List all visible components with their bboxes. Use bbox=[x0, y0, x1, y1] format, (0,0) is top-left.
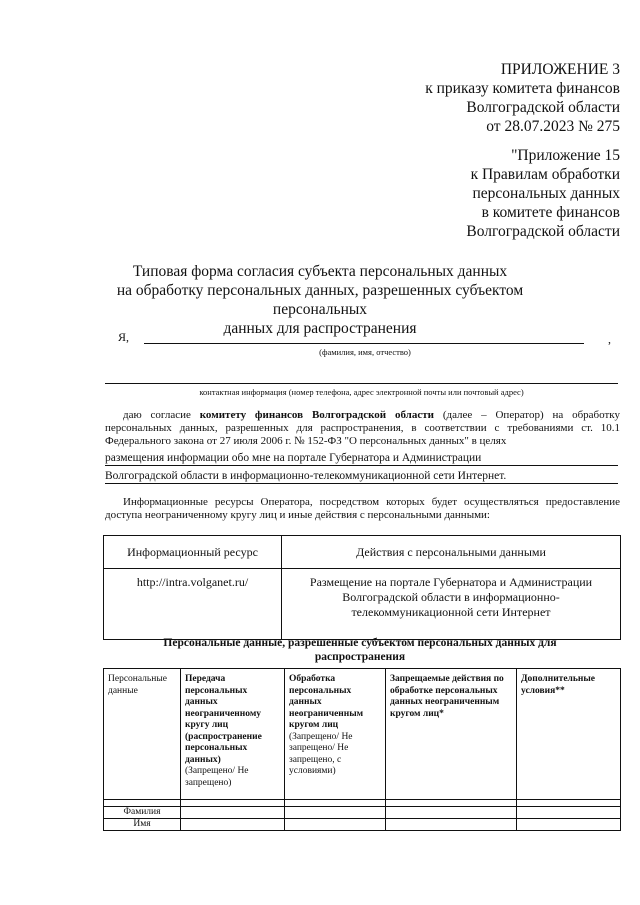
consent-paragraph bbox=[105, 409, 620, 448]
table-header bbox=[285, 669, 386, 800]
row-label: Имя bbox=[104, 819, 181, 831]
fio-field-line[interactable] bbox=[144, 343, 584, 344]
appendix-line: ПРИЛОЖЕНИЕ 3 bbox=[500, 61, 620, 78]
purpose-underline bbox=[105, 483, 618, 484]
header-bold: Передача персональных данных неограниченному кругу лиц (распространение персональных данных) bbox=[185, 674, 262, 765]
resources-table bbox=[103, 535, 621, 640]
appendix-line: "Приложение 15 bbox=[511, 147, 620, 164]
table-header: Действия с персональными данными bbox=[282, 536, 621, 569]
contact-field-line[interactable] bbox=[105, 383, 618, 384]
table-cell[interactable] bbox=[517, 819, 621, 831]
resource-url: http://intra.volganet.ru/ bbox=[104, 569, 282, 640]
purpose-underline bbox=[105, 465, 618, 466]
table-row bbox=[104, 800, 621, 807]
personal-data-table bbox=[103, 668, 621, 831]
appendix-line: к приказу комитета финансов bbox=[425, 80, 620, 97]
appendix-line: Волгоградской области bbox=[466, 99, 620, 116]
title-line: на обработку персональных данных, разрешенных субъектом персональных bbox=[116, 282, 524, 318]
header-bold: Запрещаемые действия по обработке персональных данных неограниченным кругом лиц* bbox=[390, 674, 504, 719]
table-row bbox=[104, 819, 621, 831]
ya-label: Я, bbox=[118, 330, 130, 344]
table-header: Персональные данные bbox=[104, 669, 181, 800]
table-header bbox=[386, 669, 517, 800]
row-label: Фамилия bbox=[104, 807, 181, 819]
table-header: Информационный ресурс bbox=[104, 536, 282, 569]
header-bold: Обработка персональных данных неограниченным кругом лиц bbox=[289, 674, 364, 730]
resource-actions: Размещение на портале Губернатора и Администрации Волгоградской области в информационно-телекоммуникационной сети Интернет bbox=[282, 569, 621, 640]
ya-comma: , bbox=[608, 332, 611, 346]
table-header bbox=[517, 669, 621, 800]
appendix-header-rules bbox=[466, 146, 620, 241]
table-header bbox=[181, 669, 285, 800]
consent-text: даю согласие bbox=[123, 409, 200, 421]
appendix-line: к Правилам обработки bbox=[470, 166, 620, 183]
title-line: данных для распространения bbox=[223, 320, 417, 337]
section-subtitle: Персональные данные, разрешенные субъектом персональных данных для распространения bbox=[163, 637, 557, 663]
appendix-line: от 28.07.2023 № 275 bbox=[486, 118, 620, 135]
consent-text: (далее – Оператор) на обработку персональных данных, разрешенных для распространения, в соответствии с требованиями ст. 10.1 Федерального закона от 27 июля 2006 г. № 152-ФЗ "О персональных данных" в целях bbox=[105, 409, 620, 447]
header-note: (Запрещено/ Не запрещено) bbox=[185, 766, 249, 788]
table-cell[interactable] bbox=[386, 807, 517, 819]
appendix-line: в комитете финансов bbox=[481, 204, 620, 221]
table-row bbox=[104, 807, 621, 819]
operator-name: комитету финансов Волгоградской области bbox=[199, 409, 434, 421]
purpose-line: размещения информации обо мне на портале Губернатора и Администрации bbox=[105, 452, 482, 464]
table-cell[interactable] bbox=[517, 807, 621, 819]
purpose-line: Волгоградской области в информационно-телекоммуникационной сети Интернет. bbox=[105, 470, 507, 482]
header-bold: Дополнительные условия** bbox=[521, 674, 596, 696]
appendix-line: Волгоградской области bbox=[466, 223, 620, 240]
contact-caption: контактная информация (номер телефона, адрес электронной почты или почтовый адрес) bbox=[199, 387, 524, 397]
title-line: Типовая форма согласия субъекта персональных данных bbox=[132, 263, 508, 280]
table-cell[interactable] bbox=[285, 807, 386, 819]
table-cell[interactable] bbox=[181, 807, 285, 819]
form-title bbox=[95, 262, 545, 338]
table-cell[interactable] bbox=[285, 819, 386, 831]
table-cell[interactable] bbox=[181, 819, 285, 831]
header-note: (Запрещено/ Не запрещено/ Не запрещено, с условиями) bbox=[289, 731, 353, 776]
appendix-line: персональных данных bbox=[472, 185, 620, 202]
table-cell[interactable] bbox=[386, 819, 517, 831]
resources-paragraph: Информационные ресурсы Оператора, посредством которых будет осуществляться предоставление доступа неограниченному кругу лиц и иные действия с персональными данными: bbox=[105, 496, 620, 521]
fio-caption: (фамилия, имя, отчество) bbox=[319, 347, 411, 357]
appendix-header bbox=[425, 60, 620, 136]
